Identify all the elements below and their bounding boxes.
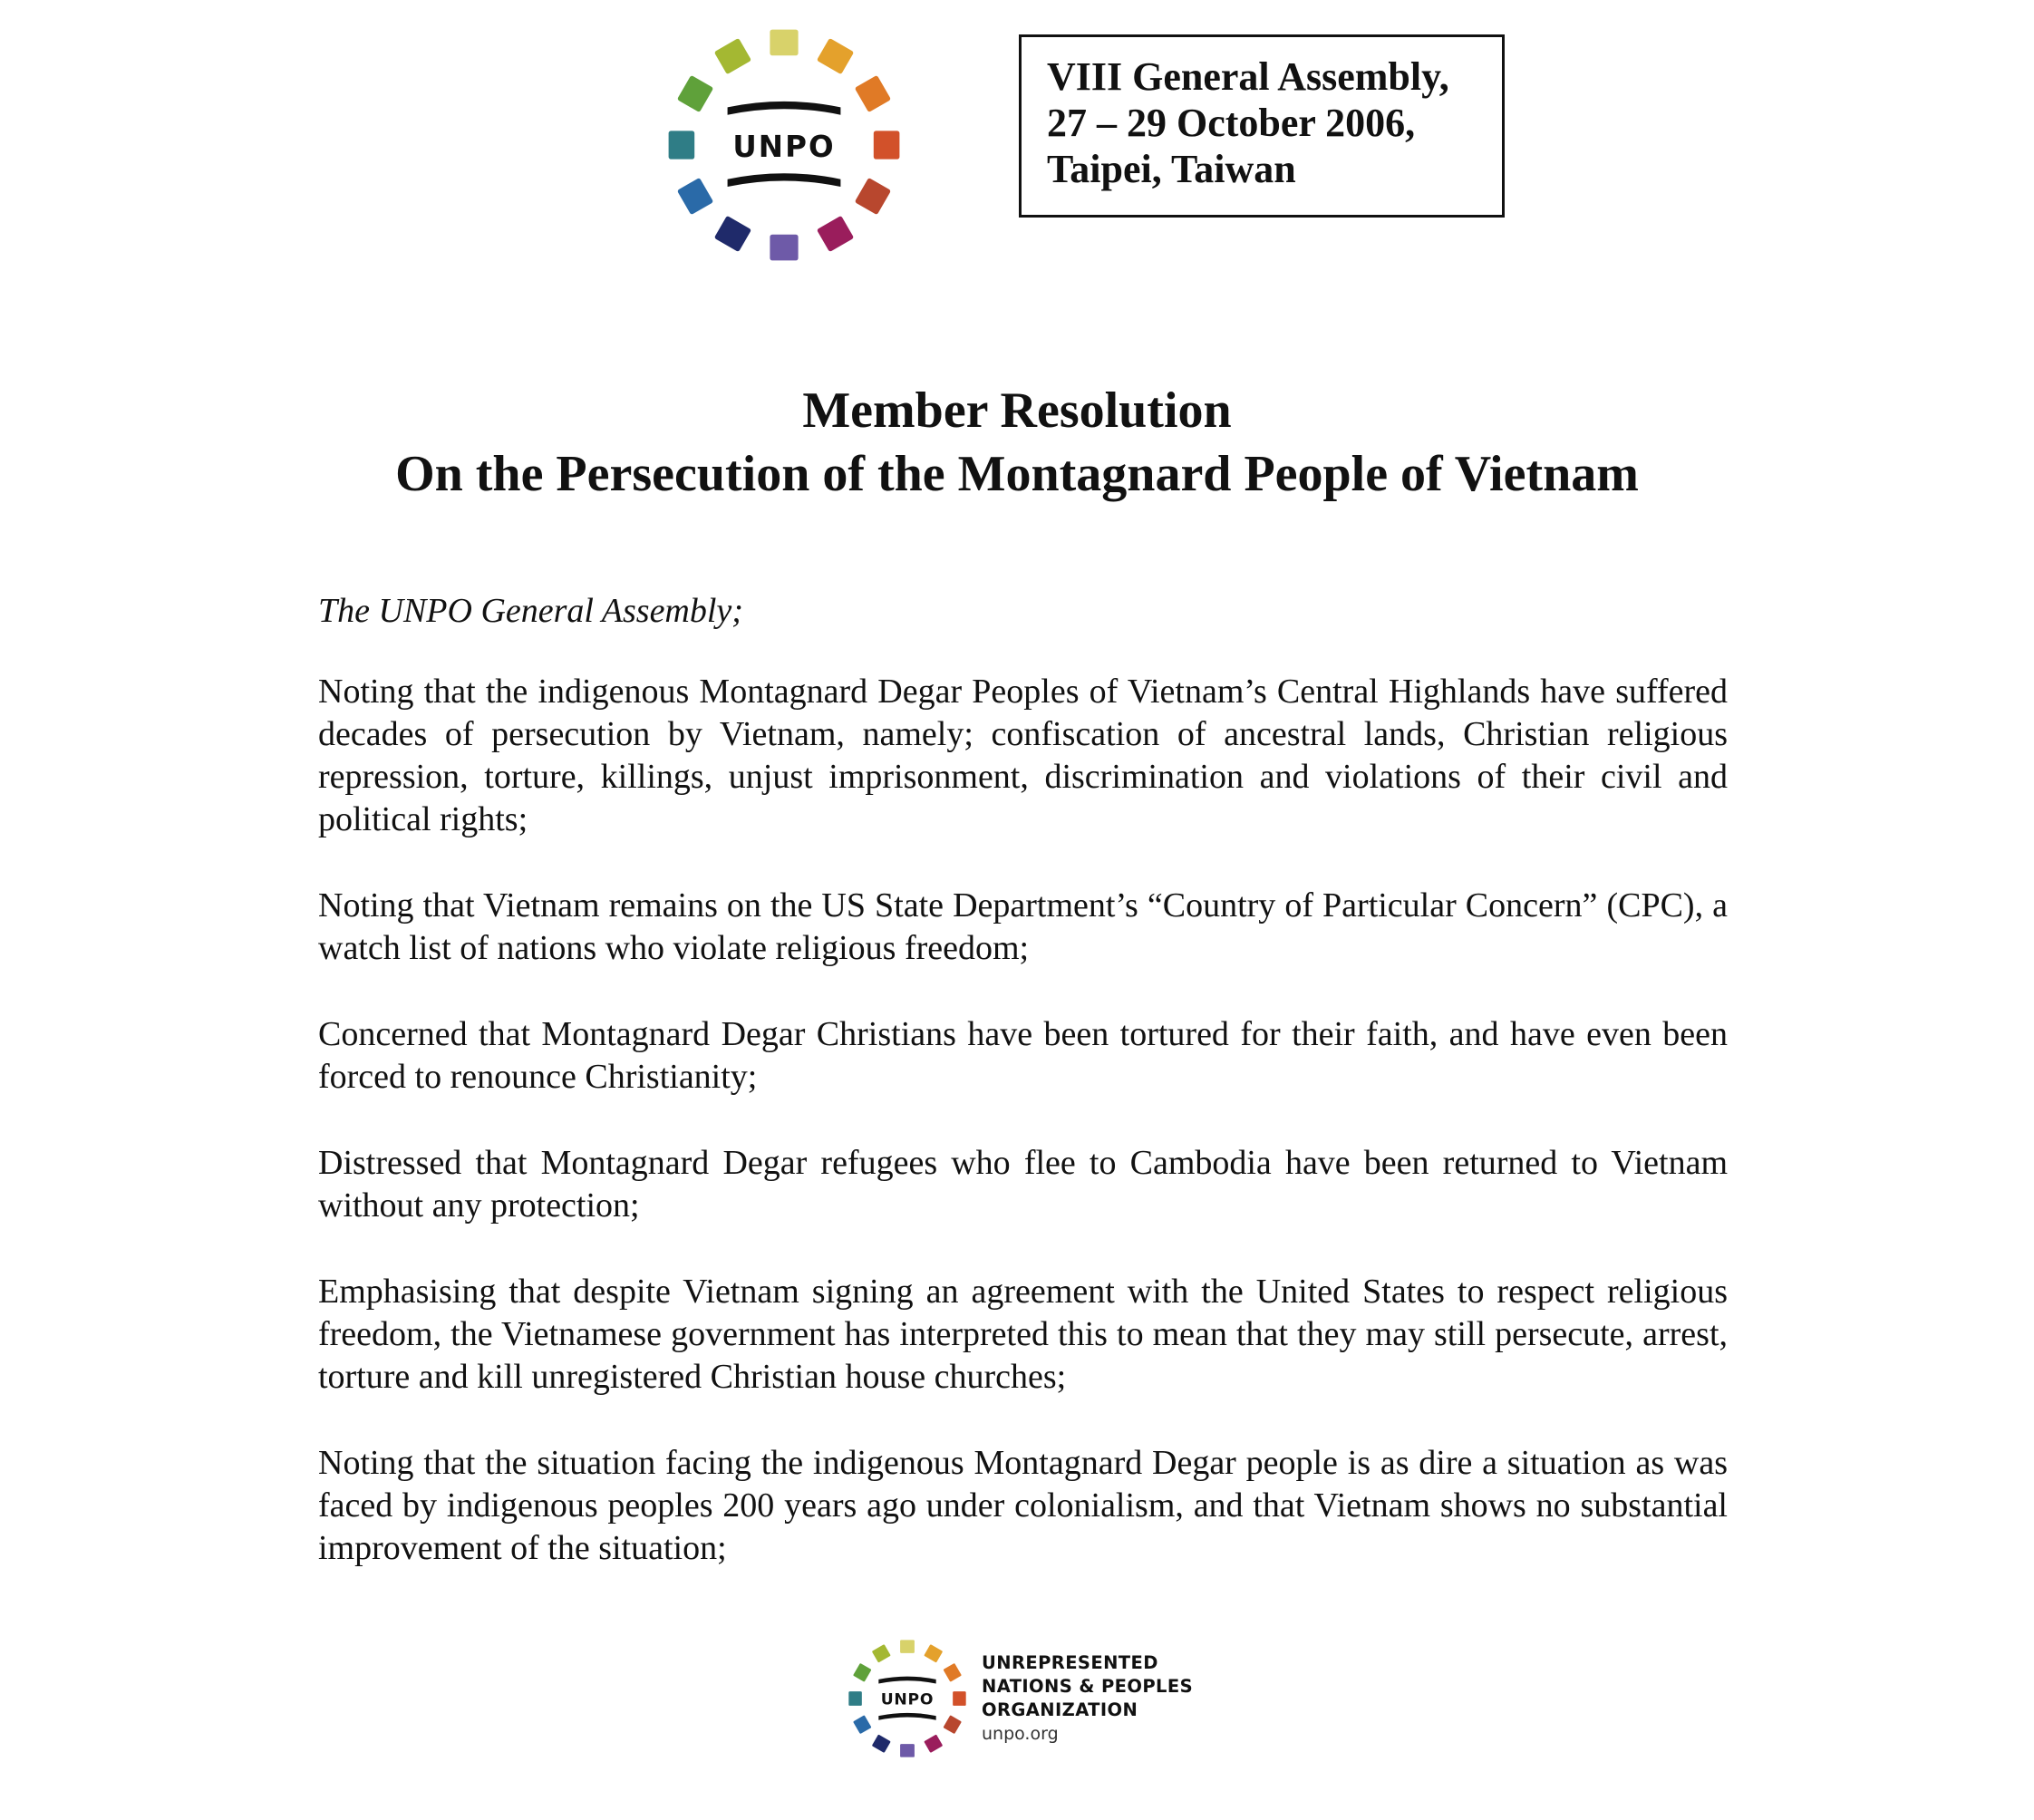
paragraph-noting-situation: Noting that the situation facing the indigenous Montagnard Degar people is as dire a situation as was faced by indigenous peoples 200 years ago under colonialism, and that Vietnam shows no substantial improvement of the situation; xyxy=(318,1444,1728,1567)
logo-ring-segment xyxy=(872,1734,891,1752)
unpo-logo xyxy=(666,27,902,263)
logo-ring-segment xyxy=(669,131,695,159)
footer-line-3: ORGANIZATION xyxy=(982,1699,1138,1720)
logo-ring-segment xyxy=(924,1734,943,1752)
logo-ring-segment xyxy=(900,1744,915,1757)
logo-ring-segment xyxy=(855,75,891,112)
footer xyxy=(848,1639,1228,1761)
paragraph-emphasising: Emphasising that despite Vietnam signing an agreement with the United States to respect religious freedom, the Vietnamese government has interpreted this to mean that they may still persecute, arrest, torture and kill unregistered Christian house churches; xyxy=(318,1273,1728,1396)
logo-ring-segment xyxy=(943,1663,961,1682)
assembly-info-box xyxy=(1019,34,1505,218)
resolution-body xyxy=(318,589,1728,1613)
logo-ring-segment xyxy=(924,1644,943,1662)
logo-ring-segment xyxy=(855,178,891,215)
footer-logo-wordmark: UNPO xyxy=(880,1690,935,1709)
footer-logo-arc-top xyxy=(878,1677,935,1684)
document-title xyxy=(0,379,2034,506)
paragraph-noting-persecution: Noting that the indigenous Montagnard Degar Peoples of Vietnam’s Central Highlands have suffered decades of persecution by Vietnam, namely; confiscation of ancestral lands, Christian religious repression, torture, killings, unjust imprisonment, discrimination and violations of their civil and political rights; xyxy=(318,673,1728,838)
paragraph-noting-cpc: Noting that Vietnam remains on the US State Department’s “Country of Particular Concern” (CPC), a watch list of nations who violate religious freedom; xyxy=(318,886,1728,967)
title-line-1: Member Resolution xyxy=(802,382,1232,439)
logo-ring-segment xyxy=(714,38,751,74)
logo-ring-segment xyxy=(872,1644,891,1662)
logo-ring-segment xyxy=(900,1640,915,1653)
assembly-location: Taipei, Taiwan xyxy=(1047,147,1296,191)
logo-wordmark: UNPO xyxy=(732,130,836,164)
unpo-logo-graphic xyxy=(666,27,902,263)
logo-ring-segment xyxy=(817,38,854,74)
logo-ring-segment xyxy=(714,216,751,252)
logo-ring-segment xyxy=(943,1715,961,1734)
paragraph-concerned: Concerned that Montagnard Degar Christians have been tortured for their faith, and have even been forced to renounce Christianity; xyxy=(318,1015,1728,1096)
logo-ring-segment xyxy=(770,235,798,261)
footer-line-1: UNREPRESENTED xyxy=(982,1652,1158,1673)
footer-website: unpo.org xyxy=(982,1724,1059,1744)
footer-logo-graphic xyxy=(848,1639,967,1758)
footer-unpo-logo xyxy=(848,1639,967,1758)
preamble: The UNPO General Assembly; xyxy=(318,592,743,630)
logo-arc-top xyxy=(728,102,841,115)
logo-ring-segment xyxy=(677,178,713,215)
assembly-dates: 27 – 29 October 2006, xyxy=(1047,101,1416,145)
logo-ring-segment xyxy=(817,216,854,252)
title-line-2: On the Persecution of the Montagnard People of Vietnam xyxy=(395,446,1639,502)
logo-ring-segment xyxy=(848,1691,862,1706)
logo-ring-segment xyxy=(853,1663,871,1682)
logo-ring-segment xyxy=(853,1715,871,1734)
footer-line-2: NATIONS & PEOPLES xyxy=(982,1676,1194,1697)
logo-ring-segment xyxy=(677,75,713,112)
paragraph-distressed: Distressed that Montagnard Degar refugees who flee to Cambodia have been returned to Vietnam without any protection; xyxy=(318,1144,1728,1225)
logo-ring-segment xyxy=(953,1691,966,1706)
assembly-title: VIII General Assembly, xyxy=(1047,54,1449,99)
logo-ring-segment xyxy=(874,131,900,159)
logo-ring-segment xyxy=(770,30,798,56)
footer-org-name xyxy=(982,1651,1193,1746)
logo-arc-bottom xyxy=(728,173,841,187)
footer-logo-arc-bottom xyxy=(878,1713,935,1720)
